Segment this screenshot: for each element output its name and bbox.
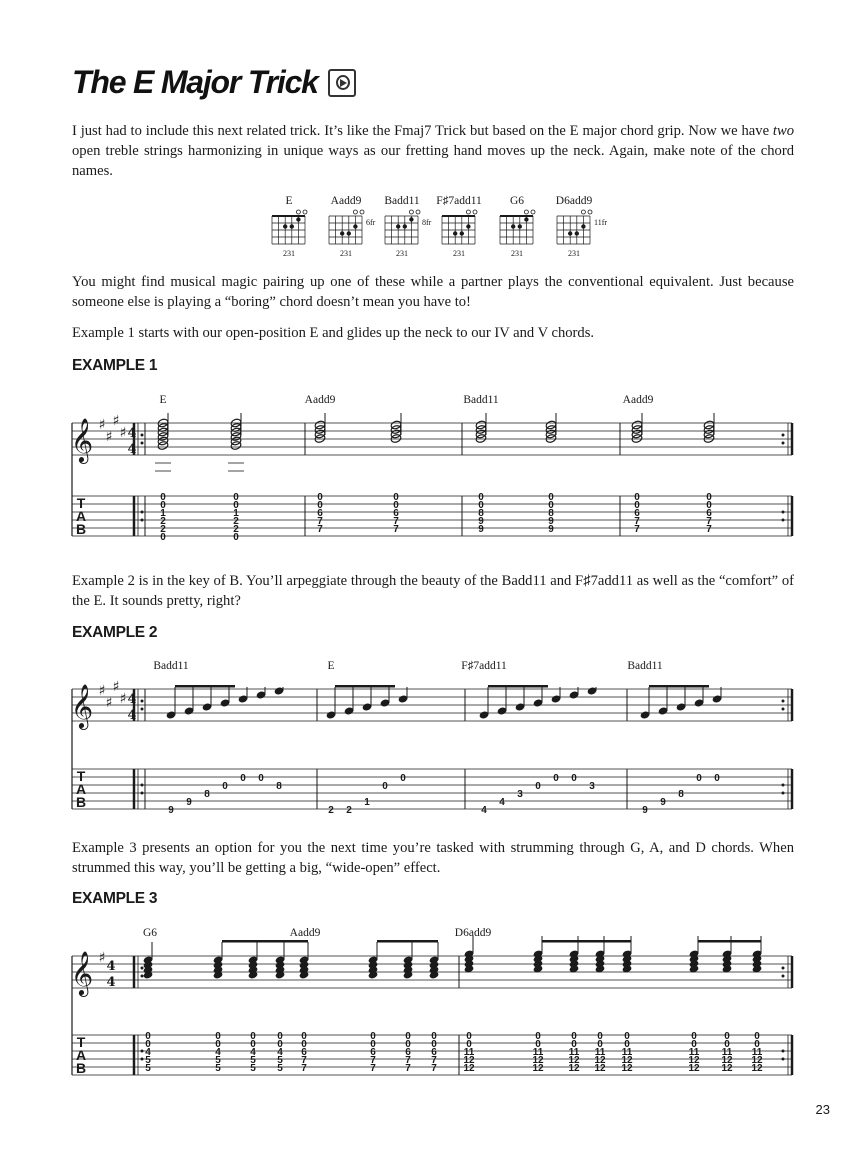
tab-fret-number: 8 [478,508,484,519]
chord-diagram-open-string [360,210,364,214]
tab-fret-number: 0 [400,773,406,784]
tab-fret-number: 5 [250,1063,256,1074]
chord-diagram-dot [453,231,457,235]
repeat-dot [782,519,785,522]
tab-fret-number: 12 [688,1055,700,1066]
repeat-dot [782,1050,785,1053]
tab-fret-number: 5 [145,1063,151,1074]
chord-diagram-open-string [303,210,307,214]
tab-fret-number: 0 [160,500,166,511]
tab-fret-number: 0 [724,1031,730,1042]
paragraph-partner: You might find musical magic pairing up one of these while a partner plays the conventional equivalent. Just because someone else is playing a “boring” chord doesn’t mean you have to! [72,274,794,310]
tab-fret-number: 0 [754,1031,760,1042]
beam [222,940,308,943]
tab-fret-number: 0 [277,1039,283,1050]
tab-clef-letter: A [75,1047,87,1063]
tab-fret-number: 0 [405,1031,411,1042]
key-sharp: ♯ [105,695,113,711]
tab-fret-number: 0 [145,1031,151,1042]
chord-diagram-open-string [409,210,413,214]
chord-diagram-fret-label: 6fr [366,218,376,227]
tab-clef-letter: A [75,781,87,797]
repeat-dot [141,975,144,978]
repeat-dot [782,784,785,787]
chord-diagram-dot [511,224,515,228]
tab-fret-number: 9 [478,516,484,527]
chord-diagram-name: F♯7add11 [436,195,482,207]
tab-fret-number: 12 [751,1055,763,1066]
tab-fret-number: 8 [276,781,282,792]
key-sharp: ♯ [98,950,106,966]
key-sharp: ♯ [119,691,127,707]
tab-fret-number: 1 [233,508,239,519]
chord-diagram-dot [460,231,464,235]
tab-fret-number: 0 [624,1039,630,1050]
tab-fret-number: 12 [532,1055,544,1066]
tab-fret-number: 0 [277,1031,283,1042]
tab-fret-number: 9 [548,516,554,527]
chord-name-label: E [327,660,335,672]
paragraph-example2: Example 2 is in the key of B. You’ll arpeggiate through the beauty of the Badd11 and F♯7add11 as well as the “comfort” of the E. It sounds pretty, right? [72,573,794,609]
tab-fret-number: 0 [754,1039,760,1050]
chord-diagram-dot [409,217,413,221]
tab-fret-number: 8 [548,508,554,519]
tab-fret-number: 0 [478,500,484,511]
tab-fret-number: 12 [751,1063,763,1074]
tab-fret-number: 7 [431,1063,437,1074]
time-signature-bottom: 4 [127,708,137,723]
time-signature-top: 4 [127,692,137,707]
tab-clef-letter: T [76,495,86,511]
tab-fret-number: 0 [250,1031,256,1042]
repeat-dot [141,511,144,514]
chord-diagram-dot [290,224,294,228]
tab-clef-letter: A [75,508,87,524]
chord-diagram-fingering: 231 [511,249,523,258]
chord-diagram-fingering: 231 [283,249,295,258]
tab-fret-number: 6 [431,1047,437,1058]
repeat-dot [782,708,785,711]
tab-fret-number: 0 [370,1031,376,1042]
tab-fret-number: 12 [621,1055,633,1066]
example-1-heading: EXAMPLE 1 [72,357,158,374]
tab-fret-number: 2 [328,805,334,816]
tab-fret-number: 3 [517,789,523,800]
paragraph-example3: Example 3 presents an option for you the next time you’re tasked with strumming through G, A, and D chords. When strummed this way, you’ll be getting a big, “wide-open” effect. [72,840,794,876]
tab-fret-number: 7 [393,516,399,527]
tab-fret-number: 0 [233,492,239,503]
tab-clef-letter: B [75,521,87,537]
repeat-dot [782,434,785,437]
tab-fret-number: 0 [571,773,577,784]
tab-clef-letter: T [76,768,86,784]
tab-fret-number: 0 [624,1031,630,1042]
chord-diagram-fingering: 231 [396,249,408,258]
repeat-dot [141,434,144,437]
repeat-dot [141,967,144,970]
chord-diagram-name: G6 [509,195,525,207]
tab-fret-number: 11 [594,1047,606,1058]
tab-fret-number: 0 [634,492,640,503]
tab-fret-number: 12 [594,1055,606,1066]
beam [649,685,709,688]
chord-diagram-open-string [466,210,470,214]
repeat-dot [782,700,785,703]
key-sharp: ♯ [112,679,120,695]
repeat-dot [141,519,144,522]
beam [488,685,548,688]
treble-clef-icon: 𝄞 [70,951,94,995]
tab-clef-letter: T [76,1034,86,1050]
chord-diagram-dot [518,224,522,228]
tab-fret-number: 0 [431,1031,437,1042]
chord-name-label: Aadd9 [622,394,654,406]
time-signature-bottom: 4 [106,975,116,990]
tab-fret-number: 0 [548,500,554,511]
repeat-dot [782,975,785,978]
tab-fret-number: 0 [317,492,323,503]
chord-name-label: Badd11 [153,660,189,672]
page-number: 23 [815,1102,830,1117]
chord-diagram-open-string [581,210,585,214]
tab-fret-number: 12 [688,1063,700,1074]
tab-fret-number: 0 [548,492,554,503]
tab-fret-number: 2 [233,524,239,535]
tab-fret-number: 7 [634,524,640,535]
chord-diagram-open-string [353,210,357,214]
tab-fret-number: 7 [370,1063,376,1074]
chord-name-label: E [159,394,167,406]
tab-fret-number: 8 [204,789,210,800]
tab-fret-number: 1 [160,508,166,519]
tab-fret-number: 0 [215,1039,221,1050]
chord-diagram-name: Badd11 [384,195,420,207]
tab-fret-number: 6 [634,508,640,519]
tab-fret-number: 12 [621,1063,633,1074]
tab-fret-number: 7 [405,1055,411,1066]
tab-fret-number: 0 [301,1039,307,1050]
treble-clef-icon: 𝄞 [70,418,94,462]
chord-diagram-dot [403,224,407,228]
tab-fret-number: 0 [706,492,712,503]
tab-fret-number: 7 [706,516,712,527]
tab-fret-number: 6 [370,1047,376,1058]
key-sharp: ♯ [98,683,106,699]
beam [335,685,395,688]
chord-diagram-dot [524,217,528,221]
tab-fret-number: 11 [721,1047,733,1058]
tab-fret-number: 7 [317,524,323,535]
tab-fret-number: 6 [405,1047,411,1058]
tab-fret-number: 5 [145,1055,151,1066]
repeat-dot [141,792,144,795]
tab-fret-number: 4 [145,1047,151,1058]
tab-fret-number: 11 [751,1047,763,1058]
repeat-dot [141,1058,144,1061]
tab-fret-number: 7 [393,524,399,535]
tab-fret-number: 8 [678,789,684,800]
beam [698,940,761,943]
tab-fret-number: 9 [478,524,484,535]
tab-fret-number: 12 [568,1063,580,1074]
chord-diagram-dot [568,231,572,235]
tab-fret-number: 4 [499,797,505,808]
tab-fret-number: 0 [233,500,239,511]
tab-fret-number: 0 [691,1031,697,1042]
tab-fret-number: 0 [215,1031,221,1042]
repeat-dot [782,511,785,514]
chord-diagram-dot [347,231,351,235]
tab-fret-number: 4 [481,805,487,816]
tab-clef-letter: B [75,794,87,810]
tab-fret-number: 7 [370,1055,376,1066]
chord-diagram-open-string [524,210,528,214]
key-sharp: ♯ [112,413,120,429]
page-title: The E Major Trick [72,64,356,101]
tab-fret-number: 12 [463,1055,475,1066]
tab-fret-number: 11 [621,1047,633,1058]
tab-fret-number: 0 [370,1039,376,1050]
tab-fret-number: 0 [691,1039,697,1050]
tab-fret-number: 0 [597,1031,603,1042]
repeat-dot [782,1058,785,1061]
tab-fret-number: 0 [571,1039,577,1050]
chord-diagram-open-string [296,210,300,214]
tab-fret-number: 1 [364,797,370,808]
tab-fret-number: 11 [463,1047,475,1058]
tab-fret-number: 7 [405,1063,411,1074]
key-sharp: ♯ [105,429,113,445]
tab-fret-number: 0 [724,1039,730,1050]
tab-fret-number: 9 [186,797,192,808]
tab-fret-number: 0 [466,1039,472,1050]
tab-fret-number: 0 [431,1039,437,1050]
chord-diagram-open-string [588,210,592,214]
chord-diagram-dot [581,224,585,228]
chord-diagram-open-string [416,210,420,214]
repeat-dot [141,784,144,787]
tab-clef-letter: B [75,1060,87,1076]
chord-diagram-open-string [531,210,535,214]
tab-fret-number: 7 [431,1055,437,1066]
tab-fret-number: 3 [589,781,595,792]
beam [542,940,631,943]
tab-fret-number: 9 [548,524,554,535]
chord-diagram-name: D6add9 [555,195,593,207]
tab-fret-number: 0 [393,492,399,503]
beam [175,685,235,688]
example-3-heading: EXAMPLE 3 [72,890,158,907]
repeat-dot [141,442,144,445]
tab-fret-number: 0 [393,500,399,511]
tab-fret-number: 12 [594,1063,606,1074]
tab-fret-number: 0 [233,532,239,543]
tab-fret-number: 0 [160,532,166,543]
chord-diagram-name: Aadd9 [330,195,362,207]
tab-fret-number: 5 [277,1063,283,1074]
tab-fret-number: 0 [382,781,388,792]
chord-name-label: D6add9 [454,927,492,939]
repeat-dot [141,708,144,711]
chord-diagram-dot [340,231,344,235]
tab-fret-number: 5 [277,1055,283,1066]
tab-fret-number: 4 [250,1047,256,1058]
tab-fret-number: 7 [301,1063,307,1074]
repeat-dot [141,1050,144,1053]
chord-diagram-dot [396,224,400,228]
example-2-heading: EXAMPLE 2 [72,624,158,641]
tab-fret-number: 6 [393,508,399,519]
tab-fret-number: 6 [301,1047,307,1058]
time-signature-top: 4 [106,959,116,974]
tab-fret-number: 0 [301,1031,307,1042]
chord-diagram-dot [296,217,300,221]
tab-fret-number: 12 [463,1063,475,1074]
tab-fret-number: 0 [696,773,702,784]
chord-diagram-name: E [285,195,293,207]
beam [377,940,438,943]
chord-diagram-dot [575,231,579,235]
tab-fret-number: 6 [317,508,323,519]
tab-fret-number: 2 [346,805,352,816]
tab-fret-number: 0 [145,1039,151,1050]
chord-name-label: Badd11 [627,660,663,672]
key-sharp: ♯ [119,425,127,441]
tab-fret-number: 7 [634,516,640,527]
chord-diagram-fingering: 231 [568,249,580,258]
tab-fret-number: 7 [706,524,712,535]
chord-name-label: Badd11 [463,394,499,406]
tab-fret-number: 0 [405,1039,411,1050]
tab-fret-number: 0 [714,773,720,784]
chord-name-label: Aadd9 [304,394,336,406]
tab-fret-number: 0 [634,500,640,511]
intro-paragraph: I just had to include this next related trick. It’s like the Fmaj7 Trick but based on the E major chord grip. Now we have two open treble strings harmonizing in unique ways as our fretting hand moves up the neck. Again, make note of the chord names. [72,123,794,179]
tab-fret-number: 2 [160,516,166,527]
chord-diagram-open-string [473,210,477,214]
tab-fret-number: 2 [160,524,166,535]
tab-fret-number: 12 [721,1063,733,1074]
tab-fret-number: 4 [215,1047,221,1058]
tab-fret-number: 0 [535,781,541,792]
paragraph-example1: Example 1 starts with our open-position E and glides up the neck to our IV and V chords. [72,325,595,341]
tab-fret-number: 9 [660,797,666,808]
tab-fret-number: 0 [240,773,246,784]
tab-fret-number: 4 [277,1047,283,1058]
tab-fret-number: 0 [250,1039,256,1050]
tab-fret-number: 5 [250,1055,256,1066]
tab-fret-number: 0 [222,781,228,792]
tab-fret-number: 12 [532,1063,544,1074]
tab-fret-number: 7 [317,516,323,527]
tab-fret-number: 12 [568,1055,580,1066]
repeat-dot [141,700,144,703]
chord-diagram-fret-label: 11fr [594,218,608,227]
tab-fret-number: 11 [568,1047,580,1058]
tab-fret-number: 0 [317,500,323,511]
tab-fret-number: 9 [168,805,174,816]
time-signature-top: 4 [127,426,137,441]
tab-fret-number: 5 [215,1063,221,1074]
tab-fret-number: 0 [535,1031,541,1042]
chord-diagram-fingering: 231 [453,249,465,258]
tab-fret-number: 11 [688,1047,700,1058]
tab-fret-number: 12 [721,1055,733,1066]
tab-fret-number: 0 [706,500,712,511]
tab-fret-number: 9 [642,805,648,816]
chord-diagram-dot [353,224,357,228]
repeat-dot [782,792,785,795]
chord-diagram-fingering: 231 [340,249,352,258]
tab-fret-number: 2 [233,516,239,527]
chord-diagram-fret-label: 8fr [422,218,432,227]
chord-name-label: Aadd9 [289,927,321,939]
tab-fret-number: 5 [215,1055,221,1066]
time-signature-bottom: 4 [127,442,137,457]
tab-fret-number: 0 [160,492,166,503]
key-sharp: ♯ [98,417,106,433]
tab-fret-number: 0 [535,1039,541,1050]
chord-name-label: F♯7add11 [461,660,507,672]
repeat-dot [782,967,785,970]
tab-fret-number: 6 [706,508,712,519]
tab-fret-number: 0 [571,1031,577,1042]
tab-fret-number: 0 [258,773,264,784]
tab-fret-number: 0 [553,773,559,784]
treble-clef-icon: 𝄞 [70,684,94,728]
chord-name-label: G6 [142,927,158,939]
chord-diagram-dot [283,224,287,228]
tab-fret-number: 11 [532,1047,544,1058]
tab-fret-number: 0 [478,492,484,503]
repeat-dot [782,442,785,445]
tab-fret-number: 0 [466,1031,472,1042]
tab-fret-number: 7 [301,1055,307,1066]
tab-fret-number: 0 [597,1039,603,1050]
chord-diagram-dot [466,224,470,228]
